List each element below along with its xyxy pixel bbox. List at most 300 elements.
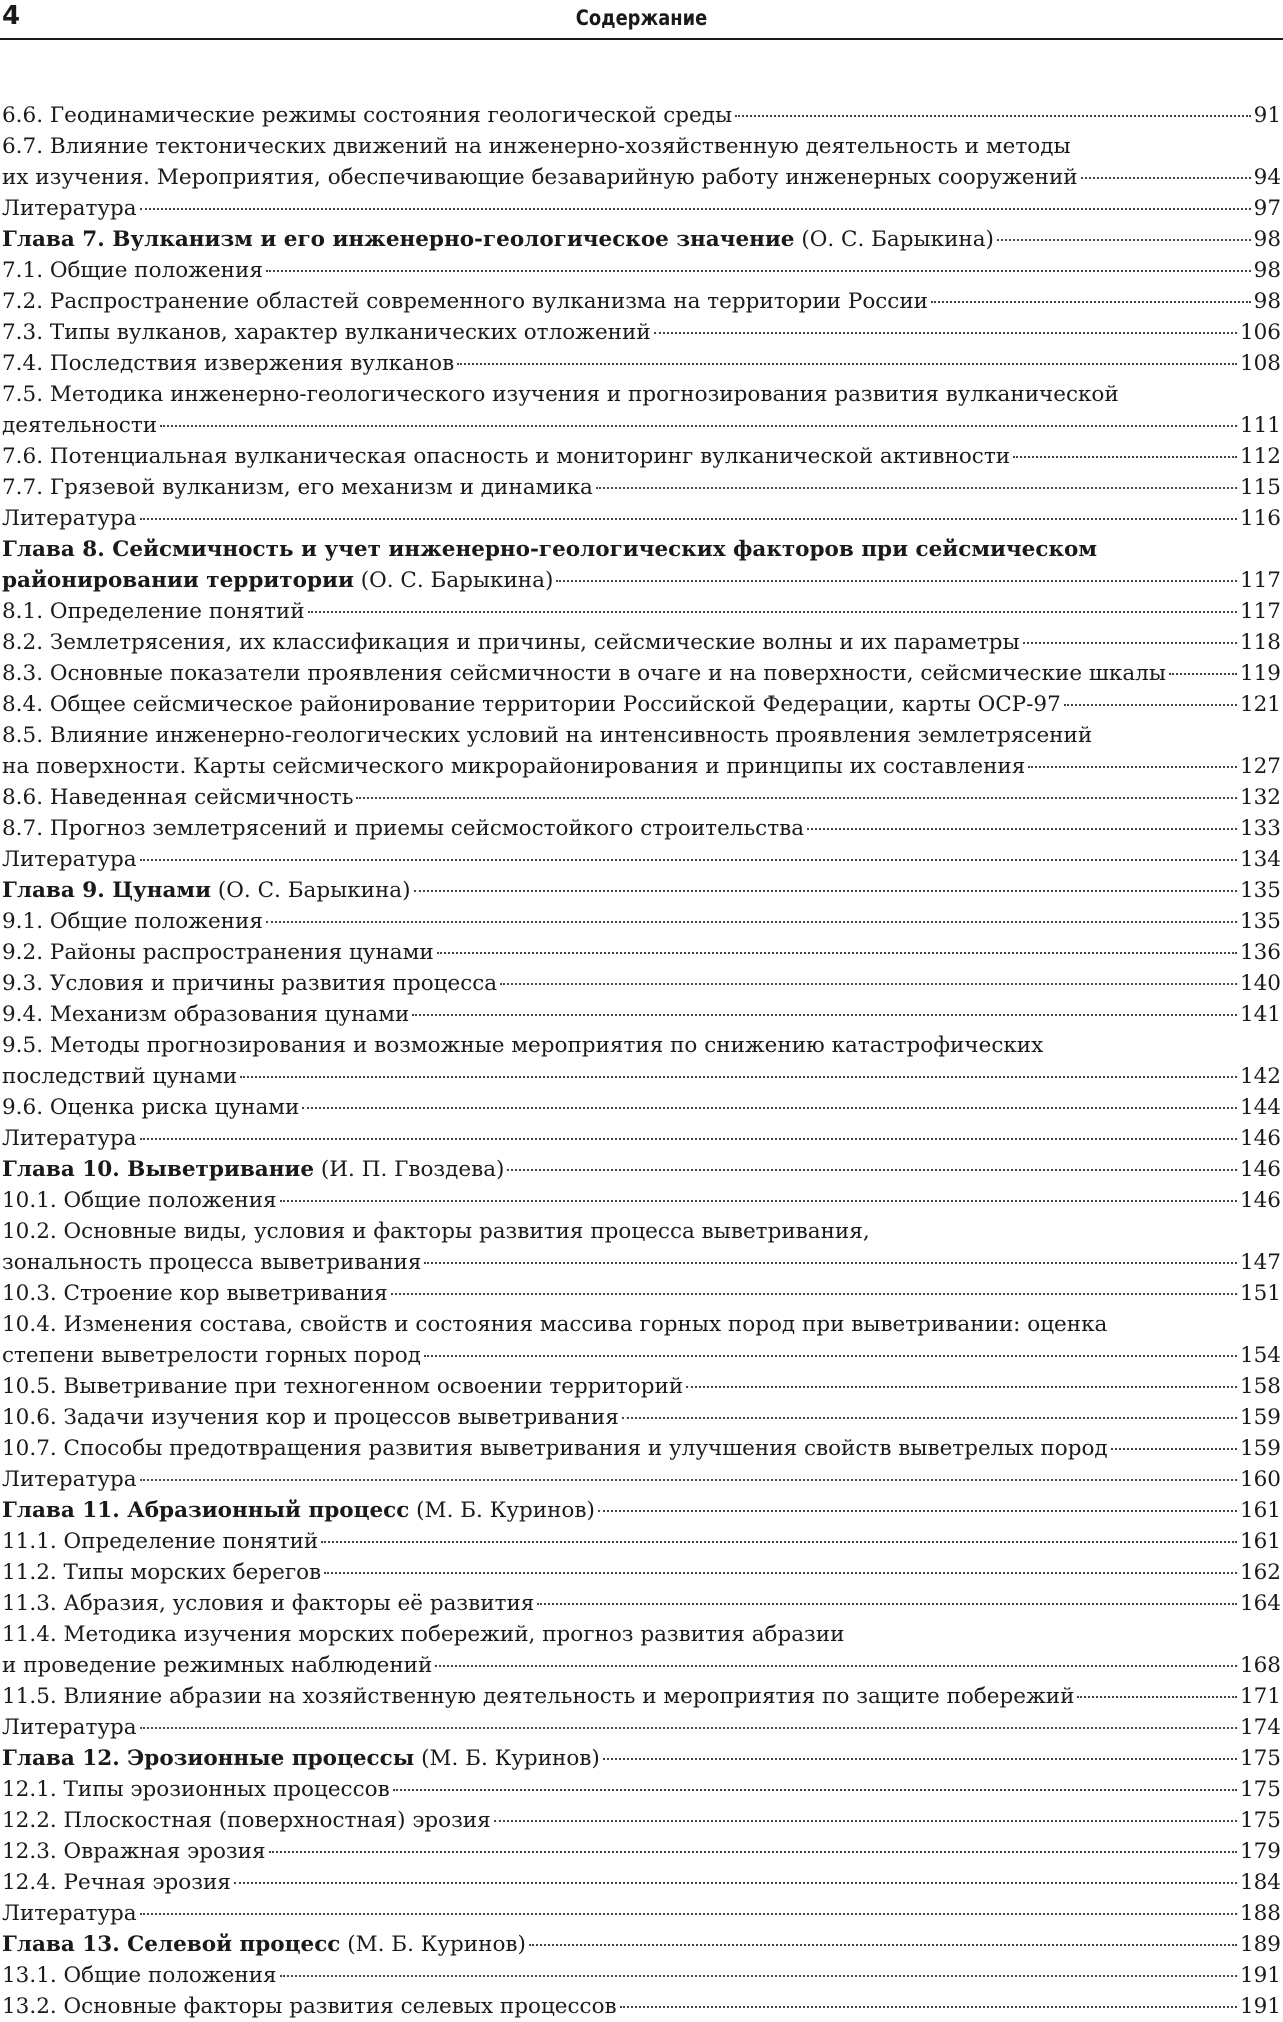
page-number: 4	[2, 1, 20, 31]
dot-leader	[424, 1262, 1237, 1264]
toc-entry-title	[2, 1588, 534, 1619]
toc-entry	[2, 379, 1281, 410]
toc-entry	[2, 100, 1281, 131]
toc-entry	[2, 503, 1281, 534]
toc-entry-title	[2, 286, 928, 317]
toc-entry-title	[2, 1340, 421, 1371]
toc-page-number: 175	[1239, 1808, 1281, 1833]
dot-leader	[140, 1479, 1237, 1481]
toc-page-number: 115	[1239, 475, 1281, 500]
dot-leader	[302, 1107, 1237, 1109]
toc-entry-title	[2, 906, 263, 937]
toc-page-number: 94	[1253, 165, 1281, 190]
dot-leader	[596, 487, 1237, 489]
toc-entry	[2, 1557, 1281, 1588]
toc-entry-title	[2, 844, 137, 875]
dot-leader	[437, 952, 1237, 954]
dot-leader	[140, 1913, 1237, 1915]
toc-entry-text: (М. Б. Куринов)	[409, 1498, 595, 1523]
dot-leader	[280, 1200, 1237, 1202]
toc-entry-title	[2, 1526, 318, 1557]
chapter-title: Глава 7. Вулканизм и его инженерно-геологическое значение	[2, 227, 795, 252]
toc-entry	[2, 844, 1281, 875]
toc-entry-text: степени выветрелости горных пород	[2, 1343, 421, 1368]
toc-entry	[2, 1278, 1281, 1309]
dot-leader	[997, 239, 1251, 241]
toc-entry-title	[2, 875, 411, 906]
dot-leader	[160, 425, 1237, 427]
toc-entry	[2, 131, 1281, 162]
toc-page-number: 189	[1239, 1932, 1281, 1957]
toc-entry-title	[2, 317, 651, 348]
toc-page-number: 106	[1239, 320, 1281, 345]
toc-entry-text: и проведение режимных наблюдений	[2, 1653, 433, 1678]
toc-entry-title	[2, 1557, 321, 1588]
toc-entry-title	[2, 596, 305, 627]
toc-entry-text: 7.4. Последствия извержения вулканов	[2, 351, 455, 376]
toc-entry-text: 6.6. Геодинамические режимы состояния геологической среды	[2, 103, 733, 128]
toc-page-number: 117	[1239, 599, 1281, 624]
toc-entry	[2, 534, 1281, 565]
toc-page-number: 141	[1239, 1002, 1281, 1027]
toc-entry-title	[2, 689, 1061, 720]
toc-entry	[2, 1092, 1281, 1123]
toc-entry	[2, 1929, 1281, 1960]
toc-page-number: 140	[1239, 971, 1281, 996]
toc-entry-title	[2, 1154, 504, 1185]
toc-entry-text: 11.4. Методика изучения морских побережий, прогноз развития абразии	[2, 1622, 845, 1647]
toc-page-number: 135	[1239, 909, 1281, 934]
toc-page-number: 161	[1239, 1498, 1281, 1523]
toc-entry-title	[2, 1867, 231, 1898]
toc-entry-title	[2, 379, 1119, 410]
toc-entry-text: (М. Б. Куринов)	[414, 1746, 600, 1771]
toc-entry-text: 7.1. Общие положения	[2, 258, 263, 283]
toc-page-number: 146	[1239, 1126, 1281, 1151]
toc-entry-text: Литература	[2, 506, 137, 531]
dot-leader	[266, 270, 1251, 272]
toc-page-number: 151	[1239, 1281, 1281, 1306]
toc-entry-text: 8.1. Определение понятий	[2, 599, 305, 624]
toc-entry-title	[2, 1123, 137, 1154]
toc-entry-title	[2, 1216, 870, 1247]
toc-entry-text: Литература	[2, 1715, 137, 1740]
toc-entry	[2, 1867, 1281, 1898]
dot-leader	[1028, 766, 1237, 768]
toc-entry	[2, 1185, 1281, 1216]
toc-entry-text: 7.7. Грязевой вулканизм, его механизм и динамика	[2, 475, 593, 500]
toc-entry-text: 11.1. Определение понятий	[2, 1529, 319, 1554]
toc-entry-text: 13.1. Общие положения	[2, 1963, 277, 1988]
toc-page-number: 146	[1239, 1188, 1281, 1213]
toc-entry	[2, 813, 1281, 844]
toc-entry	[2, 627, 1281, 658]
dot-leader	[391, 1293, 1237, 1295]
toc-page-number: 132	[1239, 785, 1281, 810]
chapter-title: Глава 12. Эрозионные процессы	[2, 1746, 415, 1771]
toc-entry-text: 7.5. Методика инженерно-геологического изучения и прогнозирования развития вулканической	[2, 382, 1119, 407]
toc-entry	[2, 162, 1281, 193]
toc-entry	[2, 410, 1281, 441]
toc-page-number: 98	[1253, 289, 1281, 314]
toc-entry	[2, 441, 1281, 472]
toc-entry-title	[2, 1402, 619, 1433]
toc-entry-title	[2, 1681, 1074, 1712]
toc-entry-title	[2, 1929, 526, 1960]
toc-entry	[2, 906, 1281, 937]
toc-entry-title	[2, 1836, 266, 1867]
toc-entry	[2, 720, 1281, 751]
toc-entry-title	[2, 565, 553, 596]
toc-entry-title	[2, 658, 1166, 689]
toc-entry-title	[2, 1185, 277, 1216]
toc-entry-title	[2, 1991, 617, 2022]
dot-leader	[321, 1541, 1237, 1543]
toc-entry-text: 9.3. Условия и причины развития процесса	[2, 971, 498, 996]
dot-leader	[140, 208, 1251, 210]
chapter-title: Глава 10. Выветривание	[2, 1157, 315, 1182]
toc-entry	[2, 1247, 1281, 1278]
toc-page-number: 98	[1253, 227, 1281, 252]
toc-entry-text: 8.6. Наведенная сейсмичность	[2, 785, 354, 810]
toc-entry	[2, 1123, 1281, 1154]
dot-leader	[140, 518, 1237, 520]
toc-page-number: 159	[1239, 1436, 1281, 1461]
toc-entry	[2, 1991, 1281, 2022]
toc-entry-title	[2, 782, 353, 813]
toc-entry-text: (О. С. Барыкина)	[794, 227, 994, 252]
toc-entry	[2, 1216, 1281, 1247]
dot-leader	[140, 859, 1237, 861]
toc-entry-text: (О. С. Барыкина)	[211, 878, 411, 903]
dot-leader	[556, 580, 1237, 582]
toc-page-number: 191	[1239, 1963, 1281, 1988]
running-title: Содержание	[575, 6, 708, 30]
dot-leader	[240, 1076, 1237, 1078]
dot-leader	[1111, 1448, 1237, 1450]
dot-leader	[507, 1169, 1237, 1171]
toc-page-number: 97	[1253, 196, 1281, 221]
chapter-title: районировании территории	[2, 568, 354, 593]
toc-entry-title	[2, 1092, 299, 1123]
toc-entry-text: 12.4. Речная эрозия	[2, 1870, 231, 1895]
toc-entry-text: их изучения. Мероприятия, обеспечивающие безаварийную работу инженерных сооружений	[2, 165, 1078, 190]
toc-entry-title	[2, 1247, 421, 1278]
toc-entry	[2, 255, 1281, 286]
toc-entry-text: Литература	[2, 196, 137, 221]
toc-entry-title	[2, 193, 137, 224]
toc-entry-text: Литература	[2, 1467, 137, 1492]
toc-page-number: 116	[1239, 506, 1281, 531]
toc-entry	[2, 1464, 1281, 1495]
toc-entry-text: 12.2. Плоскостная (поверхностная) эрозия	[2, 1808, 491, 1833]
toc-page-number: 161	[1239, 1529, 1281, 1554]
toc-entry	[2, 999, 1281, 1030]
toc-page-number: 160	[1239, 1467, 1281, 1492]
toc-entry	[2, 1061, 1281, 1092]
dot-leader	[620, 2006, 1237, 2008]
dot-leader	[807, 828, 1237, 830]
dot-leader	[266, 921, 1237, 923]
toc-page-number: 121	[1239, 692, 1281, 717]
dot-leader	[435, 1665, 1237, 1667]
toc-entry-title	[2, 348, 454, 379]
dot-leader	[308, 611, 1237, 613]
dot-leader	[140, 1138, 1237, 1140]
toc-entry-title	[2, 751, 1025, 782]
chapter-title: Глава 8. Сейсмичность и учет инженерно-геологических факторов при сейсмическом	[2, 537, 1097, 562]
toc-entry	[2, 193, 1281, 224]
toc-entry-text: 10.5. Выветривание при техногенном освоении территорий	[2, 1374, 684, 1399]
toc-entry-title	[2, 720, 1092, 751]
dot-leader	[931, 301, 1251, 303]
toc-entry-text: 8.7. Прогноз землетрясений и приемы сейсмостойкого строительства	[2, 816, 805, 841]
toc-entry-title	[2, 1464, 137, 1495]
toc-entry-title	[2, 1619, 844, 1650]
toc-entry	[2, 596, 1281, 627]
toc-entry-text: 8.2. Землетрясения, их классификация и причины, сейсмические волны и их параметры	[2, 630, 1020, 655]
toc-entry-text: 8.3. Основные показатели проявления сейсмичности в очаге и на поверхности, сейсмические шкалы	[2, 661, 1166, 686]
toc-page-number: 159	[1239, 1405, 1281, 1430]
toc-entry-title	[2, 503, 137, 534]
toc-page-number: 175	[1239, 1777, 1281, 1802]
toc-entry	[2, 1805, 1281, 1836]
dot-leader	[1064, 704, 1237, 706]
toc-page-number: 158	[1239, 1374, 1281, 1399]
dot-leader	[1081, 177, 1251, 179]
dot-leader	[1013, 456, 1237, 458]
toc-entry	[2, 1495, 1281, 1526]
toc-entry-text: 11.3. Абразия, условия и факторы её развития	[2, 1591, 535, 1616]
toc-entry-text: 10.4. Изменения состава, свойств и состояния массива горных пород при выветривании: оценка	[2, 1312, 1108, 1337]
toc-entry-title	[2, 1061, 237, 1092]
toc-entry-text: 7.6. Потенциальная вулканическая опасность и мониторинг вулканической активности	[2, 444, 1011, 469]
toc-entry-title	[2, 472, 593, 503]
toc-entry-text: 9.4. Механизм образования цунами	[2, 1002, 410, 1027]
toc-entry	[2, 317, 1281, 348]
toc-entry-title	[2, 131, 1071, 162]
dot-leader	[654, 332, 1237, 334]
toc-entry	[2, 1588, 1281, 1619]
toc-page-number: 188	[1239, 1901, 1281, 1926]
toc-entry	[2, 751, 1281, 782]
toc-entry-text: Литература	[2, 847, 137, 872]
toc-entry	[2, 1433, 1281, 1464]
toc-entry-title	[2, 1712, 137, 1743]
toc-entry-text: 7.3. Типы вулканов, характер вулканических отложений	[2, 320, 651, 345]
toc-entry	[2, 1774, 1281, 1805]
dot-leader	[735, 115, 1251, 117]
toc-entry-title	[2, 100, 732, 131]
chapter-title: Глава 13. Селевой процесс	[2, 1932, 341, 1957]
toc-entry	[2, 1402, 1281, 1433]
toc-page-number: 134	[1239, 847, 1281, 872]
toc-entry	[2, 1650, 1281, 1681]
dot-leader	[537, 1603, 1237, 1605]
dot-leader	[1169, 673, 1237, 675]
toc-entry-title	[2, 1030, 1043, 1061]
toc-entry-text: 11.5. Влияние абразии на хозяйственную деятельность и мероприятия по защите побережий	[2, 1684, 1075, 1709]
toc-page-number: 91	[1253, 103, 1281, 128]
toc-entry-text: 7.2. Распространение областей современного вулканизма на территории России	[2, 289, 929, 314]
toc-page-number: 164	[1239, 1591, 1281, 1616]
toc-entry-text: 9.5. Методы прогнозирования и возможные мероприятия по снижению катастрофических	[2, 1033, 1044, 1058]
toc-entry-text: 9.2. Районы распространения цунами	[2, 940, 434, 965]
toc-entry-title	[2, 968, 497, 999]
toc-entry	[2, 1960, 1281, 1991]
dot-leader	[412, 1014, 1237, 1016]
toc-entry-title	[2, 1309, 1107, 1340]
toc-page-number: 133	[1239, 816, 1281, 841]
toc-entry	[2, 1836, 1281, 1867]
toc-entry-text: 11.2. Типы морских берегов	[2, 1560, 322, 1585]
toc-entry-title	[2, 1805, 491, 1836]
toc-entry	[2, 1030, 1281, 1061]
toc-page-number: 118	[1239, 630, 1281, 655]
toc-entry-text: 9.6. Оценка риска цунами	[2, 1095, 300, 1120]
toc-entry	[2, 658, 1281, 689]
toc-page-number: 168	[1239, 1653, 1281, 1678]
toc-page-number: 162	[1239, 1560, 1281, 1585]
toc-entry-text: (О. С. Барыкина)	[353, 568, 554, 593]
toc-entry	[2, 565, 1281, 596]
dot-leader	[529, 1944, 1237, 1946]
toc-entry-title	[2, 999, 409, 1030]
toc-entry-text: 9.1. Общие положения	[2, 909, 263, 934]
toc-entry-title	[2, 1774, 390, 1805]
toc-entry-title	[2, 813, 804, 844]
toc-entry-title	[2, 441, 1010, 472]
toc-entry	[2, 1154, 1281, 1185]
toc-entry	[2, 348, 1281, 379]
toc-entry-title	[2, 1960, 277, 1991]
chapter-title: Глава 9. Цунами	[2, 878, 212, 903]
toc-entry-text: 6.7. Влияние тектонических движений на инженерно-хозяйственную деятельность и методы	[2, 134, 1071, 159]
dot-leader	[686, 1386, 1237, 1388]
toc-page-number: 119	[1239, 661, 1281, 686]
toc-entry	[2, 472, 1281, 503]
toc-entry	[2, 1309, 1281, 1340]
toc-page-number: 154	[1239, 1343, 1281, 1368]
toc-entry-text: 8.5. Влияние инженерно-геологических условий на интенсивность проявления землетрясений	[2, 723, 1093, 748]
toc-entry-title	[2, 627, 1020, 658]
toc-page-number: 117	[1239, 568, 1281, 593]
toc-entry-title	[2, 1743, 600, 1774]
toc-entry-title	[2, 1278, 388, 1309]
toc-entry-title	[2, 1650, 432, 1681]
dot-leader	[280, 1975, 1237, 1977]
dot-leader	[393, 1789, 1237, 1791]
toc-entry	[2, 1712, 1281, 1743]
toc-page-number: 184	[1239, 1870, 1281, 1895]
toc-entry-title	[2, 410, 157, 441]
toc-entry-text: 13.2. Основные факторы развития селевых процессов	[2, 1994, 617, 2019]
toc-page-number: 142	[1239, 1064, 1281, 1089]
dot-leader	[234, 1882, 1237, 1884]
toc-page-number: 191	[1239, 1994, 1281, 2019]
toc-entry-text: 10.2. Основные виды, условия и факторы развития процесса выветривания,	[2, 1219, 870, 1244]
dot-leader	[324, 1572, 1237, 1574]
toc-entry-title	[2, 1495, 595, 1526]
toc-page-number: 146	[1239, 1157, 1281, 1182]
toc-page-number: 174	[1239, 1715, 1281, 1740]
toc-entry	[2, 875, 1281, 906]
toc-page-number: 111	[1239, 413, 1281, 438]
dot-leader	[424, 1355, 1237, 1357]
table-of-contents	[2, 100, 1281, 2022]
toc-entry-text: зональность процесса выветривания	[2, 1250, 422, 1275]
toc-entry	[2, 224, 1281, 255]
toc-entry-title	[2, 224, 994, 255]
toc-entry-text: на поверхности. Карты сейсмического микрорайонирования и принципы их составления	[2, 754, 1026, 779]
dot-leader	[622, 1417, 1237, 1419]
dot-leader	[598, 1510, 1237, 1512]
toc-entry-text: 10.6. Задачи изучения кор и процессов выветривания	[2, 1405, 619, 1430]
toc-entry-text: 10.3. Строение кор выветривания	[2, 1281, 388, 1306]
toc-entry-text: 10.7. Способы предотвращения развития выветривания и улучшения свойств выветрелых пород	[2, 1436, 1108, 1461]
toc-entry	[2, 937, 1281, 968]
dot-leader	[140, 1727, 1237, 1729]
toc-page-number: 179	[1239, 1839, 1281, 1864]
toc-entry	[2, 286, 1281, 317]
toc-entry-text: 10.1. Общие положения	[2, 1188, 277, 1213]
toc-page-number: 136	[1239, 940, 1281, 965]
toc-entry-text: (И. П. Гвоздева)	[314, 1157, 505, 1182]
dot-leader	[603, 1758, 1237, 1760]
toc-entry-title	[2, 255, 263, 286]
toc-entry-text: 12.1. Типы эрозионных процессов	[2, 1777, 390, 1802]
dot-leader	[414, 890, 1237, 892]
toc-entry	[2, 1898, 1281, 1929]
toc-page-number: 98	[1253, 258, 1281, 283]
toc-entry-title	[2, 1433, 1108, 1464]
toc-page-number: 108	[1239, 351, 1281, 376]
dot-leader	[356, 797, 1237, 799]
dot-leader	[1077, 1696, 1237, 1698]
toc-page-number: 147	[1239, 1250, 1281, 1275]
toc-entry-title	[2, 162, 1078, 193]
toc-entry-text: Литература	[2, 1126, 137, 1151]
toc-page-number: 135	[1239, 878, 1281, 903]
toc-entry-text: деятельности	[2, 413, 158, 438]
toc-entry	[2, 1526, 1281, 1557]
toc-entry-title	[2, 937, 434, 968]
toc-entry	[2, 1340, 1281, 1371]
toc-entry-title	[2, 534, 1097, 565]
toc-entry	[2, 1371, 1281, 1402]
toc-entry	[2, 782, 1281, 813]
toc-page-number: 127	[1239, 754, 1281, 779]
toc-entry-text: 12.3. Овражная эрозия	[2, 1839, 266, 1864]
dot-leader	[494, 1820, 1237, 1822]
toc-entry-text: 8.4. Общее сейсмическое районирование территории Российской Федерации, карты ОСР-97	[2, 692, 1061, 717]
toc-page-number: 144	[1239, 1095, 1281, 1120]
toc-entry	[2, 689, 1281, 720]
toc-entry	[2, 1619, 1281, 1650]
page-header	[0, 0, 1283, 40]
toc-entry	[2, 968, 1281, 999]
toc-page-number: 175	[1239, 1746, 1281, 1771]
dot-leader	[1023, 642, 1237, 644]
toc-entry	[2, 1743, 1281, 1774]
toc-entry-text: (М. Б. Куринов)	[340, 1932, 526, 1957]
toc-page-number: 112	[1239, 444, 1281, 469]
dot-leader	[500, 983, 1237, 985]
toc-page-number: 171	[1239, 1684, 1281, 1709]
chapter-title: Глава 11. Абразионный процесс	[2, 1498, 410, 1523]
dot-leader	[269, 1851, 1237, 1853]
toc-entry-title	[2, 1898, 137, 1929]
